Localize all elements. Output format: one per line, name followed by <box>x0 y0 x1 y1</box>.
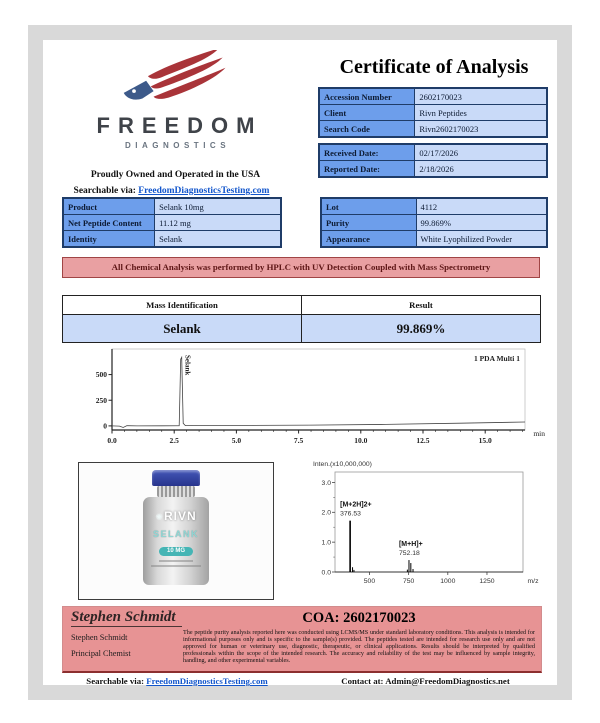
vial-fine-print <box>151 565 201 567</box>
cell-value: 4112 <box>416 199 547 215</box>
svg-text:2.0: 2.0 <box>321 509 331 517</box>
svg-text:750: 750 <box>402 578 415 585</box>
svg-text:[M+2H]2+: [M+2H]2+ <box>340 501 372 509</box>
chemist-name: Stephen Schmidt <box>71 633 128 642</box>
svg-text:1000: 1000 <box>440 578 456 585</box>
svg-text:0.0: 0.0 <box>107 436 117 445</box>
table-row <box>64 199 281 215</box>
result-cell: 99.869% <box>302 315 541 343</box>
table-row <box>322 215 547 231</box>
table-row <box>320 161 547 177</box>
cell-label: Appearance <box>322 231 417 247</box>
product-table <box>62 197 282 248</box>
cell-label: Purity <box>322 215 417 231</box>
eagle-logo-icon <box>117 50 235 106</box>
svg-text:5.0: 5.0 <box>231 436 242 445</box>
cell-label: Client <box>320 105 415 121</box>
mass-identification-table <box>62 295 541 343</box>
vial-body <box>143 497 209 585</box>
cell-value: Rivn2602170023 <box>415 121 547 137</box>
hplc-chromatogram <box>70 346 548 450</box>
cell-value: Selank <box>155 231 281 247</box>
cell-value: Rivn Peptides <box>415 105 547 121</box>
table-row <box>63 315 541 343</box>
cell-value: White Lyophilized Powder <box>416 231 547 247</box>
signature-block <box>62 606 542 673</box>
page-title: Certificate of Analysis <box>339 56 529 78</box>
svg-text:12.5: 12.5 <box>416 436 430 445</box>
table-row <box>320 105 547 121</box>
mass-id-cell: Selank <box>63 315 302 343</box>
svg-text:1.0: 1.0 <box>321 539 331 547</box>
product-photo <box>78 462 274 600</box>
vial-crimp <box>157 486 195 497</box>
svg-text:7.5: 7.5 <box>293 436 304 445</box>
cell-value: 2/18/2026 <box>415 161 547 177</box>
svg-text:1250: 1250 <box>479 578 495 585</box>
cell-value: 99.869% <box>416 215 547 231</box>
table-row <box>64 231 281 247</box>
disclaimer-text: The peptide purity analysis reported here was conducted using LCMS/MS under standard laboratory conditions. This analysis is intended for informational purposes only and is specific to the sample(s) provided. The peptides tested are intended for research use only and are not approved for human or veterinary use, diagnostic, therapeutic, or clinical applications. Results should be interpreted by qualified professionals within the scope of the intended research. The accuracy and reliability of the test may be influenced by sample integrity, handling, and other experimental variables. <box>183 629 535 664</box>
svg-text:1 PDA Multi 1: 1 PDA Multi 1 <box>473 354 520 363</box>
vial-fine-print <box>159 560 193 562</box>
vial-brand: RIVN <box>163 509 197 523</box>
cell-label: Search Code <box>320 121 415 137</box>
cell-label: Reported Date: <box>320 161 415 177</box>
cell-label: Identity <box>64 231 155 247</box>
table-row <box>320 89 547 105</box>
lot-table <box>320 197 548 248</box>
table-row <box>320 145 547 161</box>
svg-text:500: 500 <box>95 370 107 380</box>
column-header: Mass Identification <box>63 296 302 315</box>
coa-number: COA: 2602170023 <box>302 610 416 626</box>
chemist-title: Principal Chemist <box>71 649 131 658</box>
svg-text:15.0: 15.0 <box>478 436 492 445</box>
searchable-link[interactable]: FreedomDiagnosticsTesting.com <box>138 186 270 196</box>
svg-text:0.0: 0.0 <box>321 569 331 577</box>
footer-contact: Contact at: Admin@FreedomDiagnostics.net <box>341 676 510 686</box>
vial <box>140 470 212 585</box>
svg-text:Selank: Selank <box>183 355 192 376</box>
svg-text:752.18: 752.18 <box>398 550 420 558</box>
cell-value: 02/17/2026 <box>415 145 547 161</box>
cell-label: Received Date: <box>320 145 415 161</box>
brand-name: FREEDOM <box>96 113 263 138</box>
svg-text:[M+H]+: [M+H]+ <box>398 541 423 549</box>
vial-cap <box>152 470 200 486</box>
vial-dose-badge: 10 MG <box>159 547 193 556</box>
footer-searchable-link[interactable]: FreedomDiagnosticsTesting.com <box>146 676 268 686</box>
tagline: Proudly Owned and Operated in the USA <box>90 170 261 180</box>
svg-text:376.53: 376.53 <box>340 510 361 518</box>
column-header: Result <box>302 296 541 315</box>
document-frame <box>28 25 572 700</box>
brand-subtitle: DIAGNOSTICS <box>124 141 231 150</box>
table-header-row <box>63 296 541 315</box>
svg-text:250: 250 <box>95 395 107 405</box>
searchable-prefix: Searchable via: <box>73 186 139 196</box>
svg-text:10.0: 10.0 <box>354 436 368 445</box>
signature: Stephen Schmidt <box>71 609 182 627</box>
table-row <box>64 215 281 231</box>
cell-label: Product <box>64 199 155 215</box>
mass-spectrum-chart <box>301 456 545 600</box>
logo-block <box>53 50 298 150</box>
searchable-line <box>45 186 298 196</box>
cell-value: Selank 10mg <box>155 199 281 215</box>
svg-text:m/z: m/z <box>527 578 539 585</box>
table-row <box>322 199 547 215</box>
svg-text:2.5: 2.5 <box>169 436 179 445</box>
svg-text:3.0: 3.0 <box>321 479 331 487</box>
table-row <box>320 121 547 137</box>
accession-info-table <box>318 87 548 138</box>
svg-text:0: 0 <box>103 421 107 431</box>
footer-searchable <box>62 676 292 686</box>
method-banner: All Chemical Analysis was performed by HPLC with UV Detection Coupled with Mass Spectrometry <box>62 257 540 278</box>
cell-value: 11.12 mg <box>155 215 281 231</box>
vial-product-name: SELANK <box>152 529 199 539</box>
vial-label <box>143 507 209 567</box>
dates-table <box>318 143 548 178</box>
footer-searchable-prefix: Searchable via: <box>86 676 147 686</box>
table-row <box>322 231 547 247</box>
cell-label: Net Peptide Content <box>64 215 155 231</box>
svg-text:Inten.(x10,000,000): Inten.(x10,000,000) <box>313 461 372 468</box>
cell-label: Accession Number <box>320 89 415 105</box>
cell-value: 2602170023 <box>415 89 547 105</box>
starburst-icon: ✺ <box>155 512 163 522</box>
svg-text:min: min <box>533 429 545 438</box>
cell-label: Lot <box>322 199 417 215</box>
svg-text:500: 500 <box>363 578 376 585</box>
